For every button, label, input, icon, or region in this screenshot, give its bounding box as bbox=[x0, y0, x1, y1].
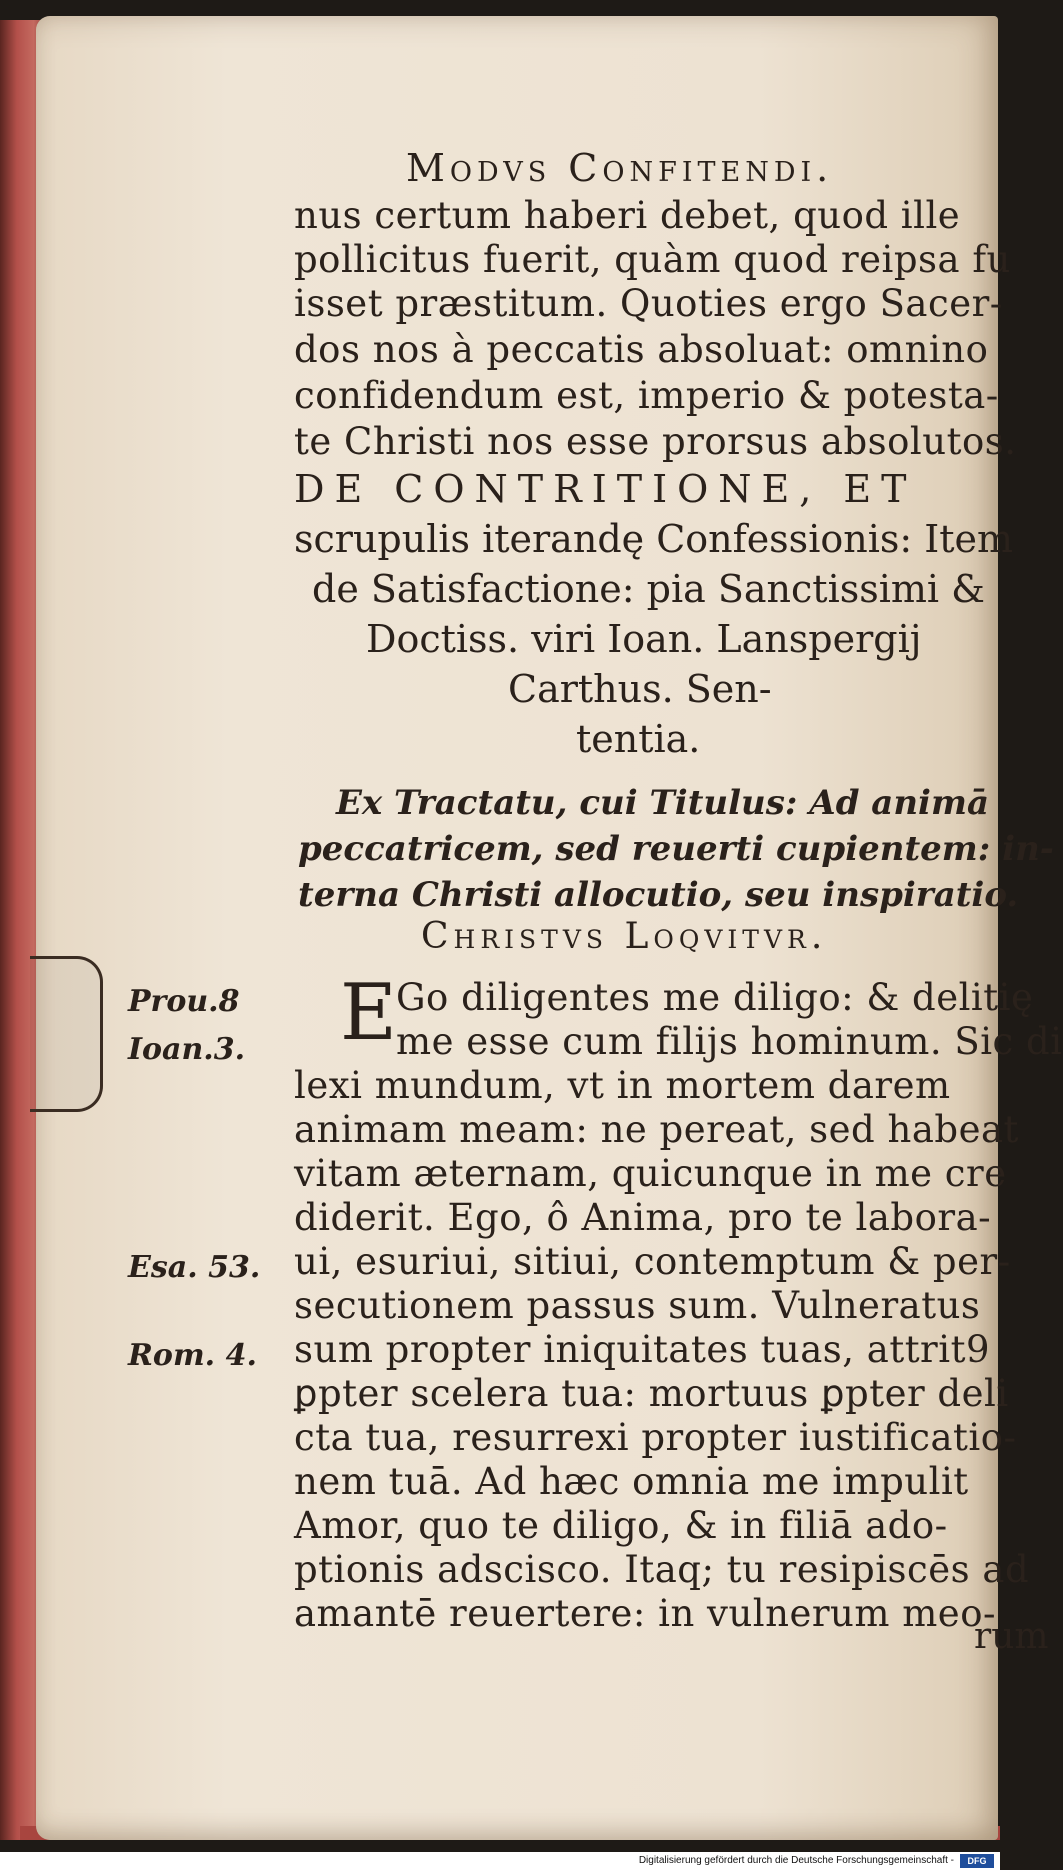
text-line: Go diligentes me diligo: & delitię bbox=[396, 976, 1034, 1019]
margin-ref: Esa. 53. bbox=[128, 1250, 261, 1285]
text-line: vitam æternam, quicunque in me cre bbox=[294, 1152, 1007, 1195]
title-line: Doctiss. viri Ioan. Lanspergij bbox=[366, 617, 922, 661]
text-line: lexi mundum, vt in mortem darem bbox=[294, 1064, 951, 1107]
source-line: peccatricem, sed reuerti cupientem: in- bbox=[298, 829, 1054, 869]
drop-cap: E bbox=[340, 968, 397, 1058]
footer-text: Digitalisierung gefördert durch die Deutsche Forschungsgemeinschaft - bbox=[638, 1855, 954, 1866]
title-line: Carthus. Sen- bbox=[508, 667, 772, 711]
text-line: nem tuā. Ad hæc omnia me impulit bbox=[294, 1460, 969, 1503]
text-line: dos nos à peccatis absoluat: omnino bbox=[294, 328, 989, 371]
text-line: ui, esuriui, sitiui, contemptum & per- bbox=[294, 1240, 1011, 1283]
text-line: secutionem passus sum. Vulneratus bbox=[294, 1284, 981, 1327]
source-line: Ex Tractatu, cui Titulus: Ad animā bbox=[336, 783, 989, 823]
speaker-heading: Christvs Loqvitvr. bbox=[421, 916, 828, 957]
margin-ref: Prou.8 bbox=[128, 984, 240, 1019]
bookmark-tab bbox=[30, 956, 103, 1112]
title-line: de Satisfactione: pia Sanctissimi & bbox=[312, 567, 985, 611]
title-line: DE CONTRITIONE, ET bbox=[294, 467, 917, 511]
text-line: ꝑpter scelera tua: mortuus ꝑpter deli bbox=[294, 1372, 1009, 1415]
text-line: me esse cum filijs hominum. Sic di bbox=[396, 1020, 1063, 1063]
margin-ref: Rom. 4. bbox=[128, 1338, 257, 1373]
text-line: isset præstitum. Quoties ergo Sacer- bbox=[294, 282, 1003, 325]
catchword: rum bbox=[974, 1616, 1049, 1657]
text-line: te Christi nos esse prorsus absolutos. bbox=[294, 420, 1017, 463]
text-line: nus certum haberi debet, quod ille bbox=[294, 194, 961, 237]
text-line: diderit. Ego, ô Anima, pro te labora- bbox=[294, 1196, 992, 1239]
running-head: Modvs Confitendi. bbox=[406, 146, 834, 190]
text-line: pollicitus fuerit, quàm quod reipsa fu bbox=[294, 238, 1011, 281]
book-page bbox=[36, 16, 1063, 1840]
dfg-logo-icon: DFG bbox=[960, 1854, 994, 1868]
digitization-footer bbox=[0, 1852, 1000, 1870]
source-line: terna Christi allocutio, seu inspiratio. bbox=[298, 875, 1019, 915]
title-line: scrupulis iterandę Confessionis: Item bbox=[294, 517, 1014, 561]
text-line: Amor, quo te diligo, & in filiā ado- bbox=[294, 1504, 948, 1547]
text-line: amantē reuertere: in vulnerum meo- bbox=[294, 1592, 996, 1635]
text-line: cta tua, resurrexi propter iustificatio- bbox=[294, 1416, 1017, 1459]
title-line: tentia. bbox=[576, 717, 701, 761]
text-line: sum propter iniquitates tuas, attrit9 bbox=[294, 1328, 990, 1371]
text-line: animam meam: ne pereat, sed habeat bbox=[294, 1108, 1019, 1151]
text-line: confidendum est, imperio & potesta- bbox=[294, 374, 999, 417]
text-line: ptionis adscisco. Itaq; tu resipiscēs ad bbox=[294, 1548, 1030, 1591]
margin-ref: Ioan.3. bbox=[128, 1032, 246, 1067]
